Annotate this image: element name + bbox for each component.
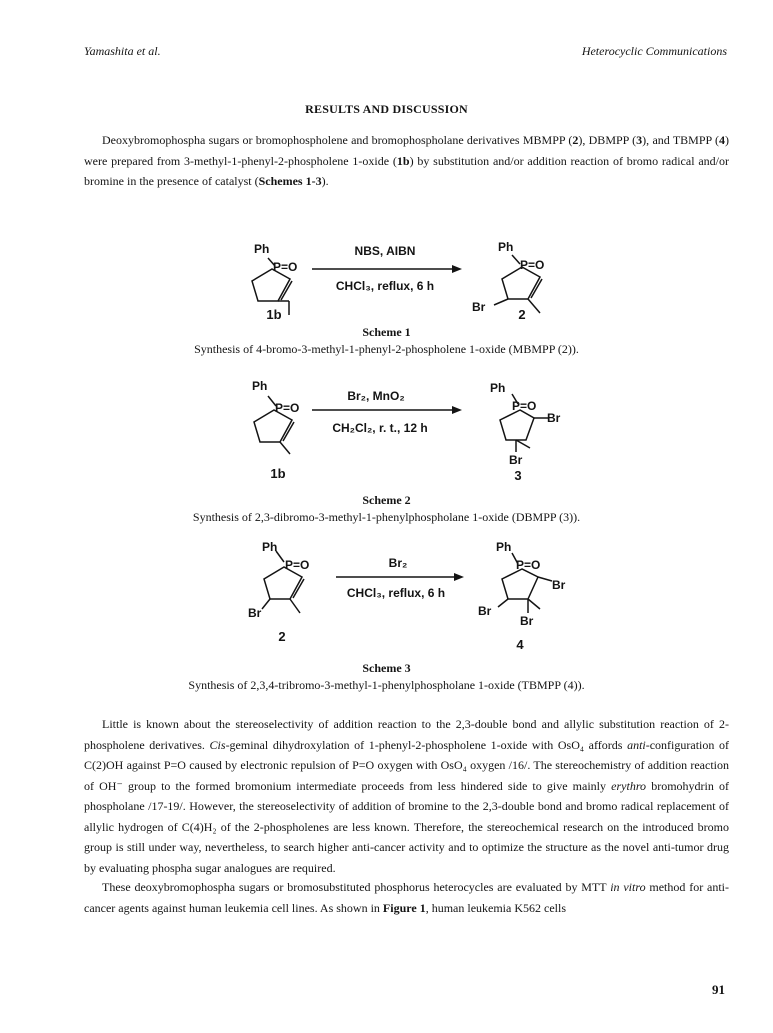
scheme2-caption-text: Synthesis of 2,3-dibromo-3-methyl-1-phenylphospholane 1-oxide (DBMPP (3)). xyxy=(192,510,581,524)
bromo-label: Br xyxy=(547,411,561,425)
running-header-journal: Heterocyclic Communications xyxy=(581,44,727,58)
scheme3-caption xyxy=(0,660,773,694)
bromo-label: Br xyxy=(552,578,566,592)
stereoselectivity-paragraph: Little is known about the stereoselectivity of addition reaction to the 2,3-double bond and allylic substitution reaction of 2-phospholene derivatives. Cis-geminal dihydroxylation of 1-phenyl-2-phospholene 1-oxide with OsO₄ affords anti-configuration of C(2)OH against P=O caused by electronic repulsion of P=O oxygen with OsO₄ oxygen /16/. The stereochemistry of addition reaction of OH⁻ group to the formed bromonium intermediate proceeds from less hindered side to give mainly erythro bromohydrin of phospholane /17-19/. However, the stereoselectivity of addition of bromine to the 2,3-double bond and bromo radical replacement of allylic hydrogen of C(4)H₂ of the 2-phospholenes are less known. Therefore, the stereochemical research on the introduced bromo group is still under way, nevertheless, to search higher anti-cancer activity and to optimize the structure as the novel anti-tumor drug by evaluating phospha sugar analogues are required. xyxy=(84,717,730,875)
reagent-bottom: CHCl₃, reflux, 6 h xyxy=(335,279,435,293)
compound-label: 2 xyxy=(518,307,526,322)
compound-label: 2 xyxy=(278,629,286,644)
phenyl-label: Ph xyxy=(490,381,506,395)
phenyl-label: Ph xyxy=(252,379,268,393)
compound-label: 1b xyxy=(270,466,286,481)
bromo-label: Br xyxy=(520,614,534,628)
phenyl-label: Ph xyxy=(498,240,514,254)
compound-label: 3 xyxy=(514,468,522,483)
phosphoryl-label: P=O xyxy=(285,558,310,572)
reagent-top: NBS, AIBN xyxy=(354,244,416,258)
reagent-bottom: CHCl₃, reflux, 6 h xyxy=(346,586,446,600)
scheme2-caption-title: Scheme 2 xyxy=(362,493,411,507)
intro-paragraph: Deoxybromophospha sugars or bromophospholene and bromophospholane derivatives MBMPP (2), DBMPP (3), and TBMPP (4) were prepared from 3-methyl-1-phenyl-2-phospholene 1-oxide (1b) by substitution and/or addition reaction of bromo radical and/or bromine in the presence of catalyst (Schemes 1-3). xyxy=(84,133,730,188)
running-header-authors: Yamashita et al. xyxy=(84,44,161,58)
scheme3-diagram xyxy=(0,537,773,657)
scheme1-diagram xyxy=(0,215,773,325)
scheme1-caption-text: Synthesis of 4-bromo-3-methyl-1-phenyl-2-phospholene 1-oxide (MBMPP (2)). xyxy=(194,342,579,356)
phosphoryl-label: P=O xyxy=(512,399,537,413)
bromo-label: Br xyxy=(478,604,492,618)
reagent-top: Br₂ xyxy=(388,556,408,570)
reagent-top: Br₂, MnO₂ xyxy=(347,389,405,403)
compound-label: 4 xyxy=(516,637,524,652)
scheme3-caption-text: Synthesis of 2,3,4-tribromo-3-methyl-1-phenylphospholane 1-oxide (TBMPP (4)). xyxy=(188,678,585,692)
phosphoryl-label: P=O xyxy=(273,260,298,274)
phosphoryl-label: P=O xyxy=(520,258,545,272)
phosphoryl-label: P=O xyxy=(516,558,541,572)
scheme2-diagram xyxy=(0,370,773,488)
reagent-bottom: CH₂Cl₂, r. t., 12 h xyxy=(332,421,428,435)
phenyl-label: Ph xyxy=(254,242,270,256)
section-title: RESULTS AND DISCUSSION xyxy=(305,102,468,116)
bromo-label: Br xyxy=(248,606,262,620)
scheme2-caption xyxy=(0,492,773,526)
bromo-label: Br xyxy=(472,300,486,314)
bromo-label: Br xyxy=(509,453,523,467)
phenyl-label: Ph xyxy=(496,540,512,554)
scheme1-caption-title: Scheme 1 xyxy=(362,325,411,339)
page-number: 91 xyxy=(712,982,725,997)
evaluation-paragraph: These deoxybromophospha sugars or bromosubstituted phosphorus heterocycles are evaluated by MTT in vitro method for anti-cancer agents against human leukemia cell lines. As shown in Figure 1, human leukemia K562 cells xyxy=(84,880,729,915)
phosphoryl-label: P=O xyxy=(275,401,300,415)
scheme1-caption xyxy=(0,324,773,358)
phenyl-label: Ph xyxy=(262,540,278,554)
scheme3-caption-title: Scheme 3 xyxy=(362,661,411,675)
compound-label: 1b xyxy=(266,307,282,322)
